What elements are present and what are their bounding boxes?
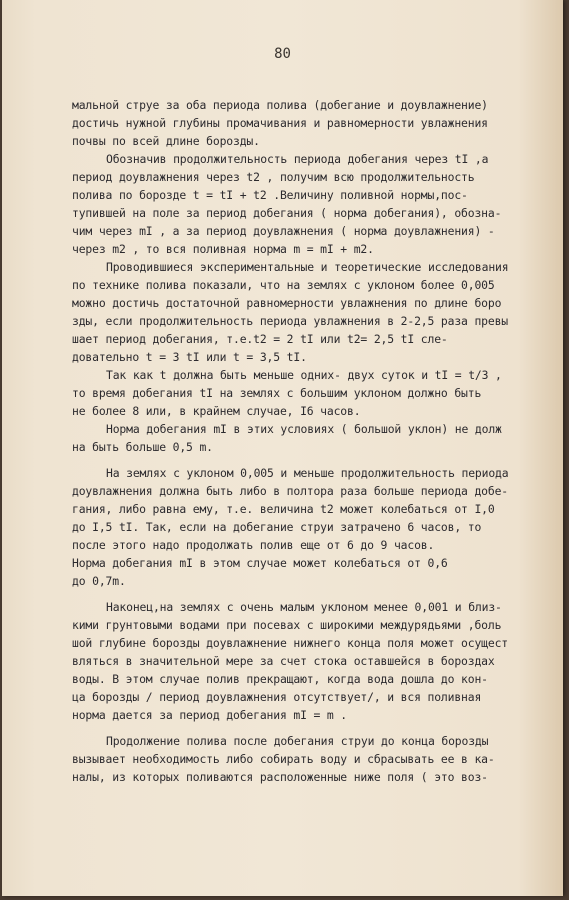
text-line: шает период добегания, т.е.t2 = 2 tI или t2= 2,5 tI сле- bbox=[72, 332, 448, 346]
text-line: можно достичь достаточной равномерности увлажнения по длине боро bbox=[72, 296, 502, 310]
text-line: довательно t = 3 tI или t = 3,5 tI. bbox=[72, 350, 307, 364]
text-line: ца борозды / период доувлажнения отсутствует/, и вся поливная bbox=[72, 690, 482, 704]
text-line: то время добегания tI на землях с большим уклоном должно быть bbox=[72, 386, 482, 400]
text-line: почвы по всей длине борозды. bbox=[72, 134, 260, 148]
text-line: до 0,7m. bbox=[72, 574, 126, 588]
text-line: не более 8 или, в крайнем случае, I6 часов. bbox=[72, 404, 361, 418]
text-line: достичь нужной глубины промачивания и равномерности увлажнения bbox=[72, 116, 488, 130]
text-line: шой глубине борозды доувлажнение нижнего конца поля может осущест bbox=[72, 636, 509, 650]
text-line: до I,5 tI. Так, если на добегание струи затрачено 6 часов, то bbox=[72, 520, 482, 534]
text-line: тупившей на поле за период добегания ( норма добегания), обозна- bbox=[72, 206, 502, 220]
text-line: зды, если продолжительность периода увлажнения в 2-2,5 раза превы bbox=[72, 314, 509, 328]
text-line: Наконец,на землях с очень малым уклоном менее 0,001 и близ- bbox=[106, 600, 502, 614]
text-line: доувлажнения должна быть либо в полтора раза больше периода добе- bbox=[72, 484, 509, 498]
text-line: вляться в значительной мере за счет стока оставшейся в бороздах bbox=[72, 654, 495, 668]
page-number: 80 bbox=[274, 46, 291, 62]
text-line: воды. В этом случае полив прекращают, когда вода дошла до кон- bbox=[72, 672, 488, 686]
text-line: кими грунтовыми водами при посевах с широкими междурядьями ,боль bbox=[72, 618, 502, 632]
text-line: на быть больше 0,5 m. bbox=[72, 440, 213, 454]
text-line: Норма добегания mI в этих условиях ( большой уклон) не долж bbox=[106, 422, 502, 436]
text-line: налы, из которых поливаются расположенные ниже поля ( это воз- bbox=[72, 770, 488, 784]
text-line: Так как t должна быть меньше одних- двух суток и tI = t/3 , bbox=[106, 368, 502, 382]
text-line: период доувлажнения через t2 , получим всю продолжительность bbox=[72, 170, 475, 184]
text-line: гания, либо равна ему, т.е. величина t2 может колебаться от I,0 bbox=[72, 502, 495, 516]
text-line: вызывает необходимость либо собирать воду и сбрасывать ее в ка- bbox=[72, 752, 495, 766]
text-line: На землях с уклоном 0,005 и меньше продолжительность периода bbox=[106, 466, 509, 480]
text-line: норма дается за период добегания mI = m . bbox=[72, 708, 348, 722]
document-page bbox=[2, 0, 563, 896]
text-line: Продолжение полива после добегания струи до конца борозды bbox=[106, 734, 489, 748]
body-text bbox=[72, 96, 558, 786]
text-line: мальной струе за оба периода полива (добегание и доувлажнение) bbox=[72, 98, 488, 112]
text-line: чим через mI , а за период доувлажнения ( норма доувлажнения) - bbox=[72, 224, 495, 238]
text-line: Норма добегания mI в этом случае может колебаться от 0,6 bbox=[72, 556, 448, 570]
text-line: после этого надо продолжать полив еще от 6 до 9 часов. bbox=[72, 538, 435, 552]
text-line: через m2 , то вся поливная норма m = mI + m2. bbox=[72, 242, 374, 256]
text-line: полива по борозде t = tI + t2 .Величину поливной нормы,пос- bbox=[72, 188, 468, 202]
text-line: Обозначив продолжительность периода добегания через tI ,а bbox=[106, 152, 489, 166]
text-line: Проводившиеся экспериментальные и теоретические исследования bbox=[106, 260, 509, 274]
text-line: по технике полива показали, что на землях с уклоном более 0,005 bbox=[72, 278, 495, 292]
